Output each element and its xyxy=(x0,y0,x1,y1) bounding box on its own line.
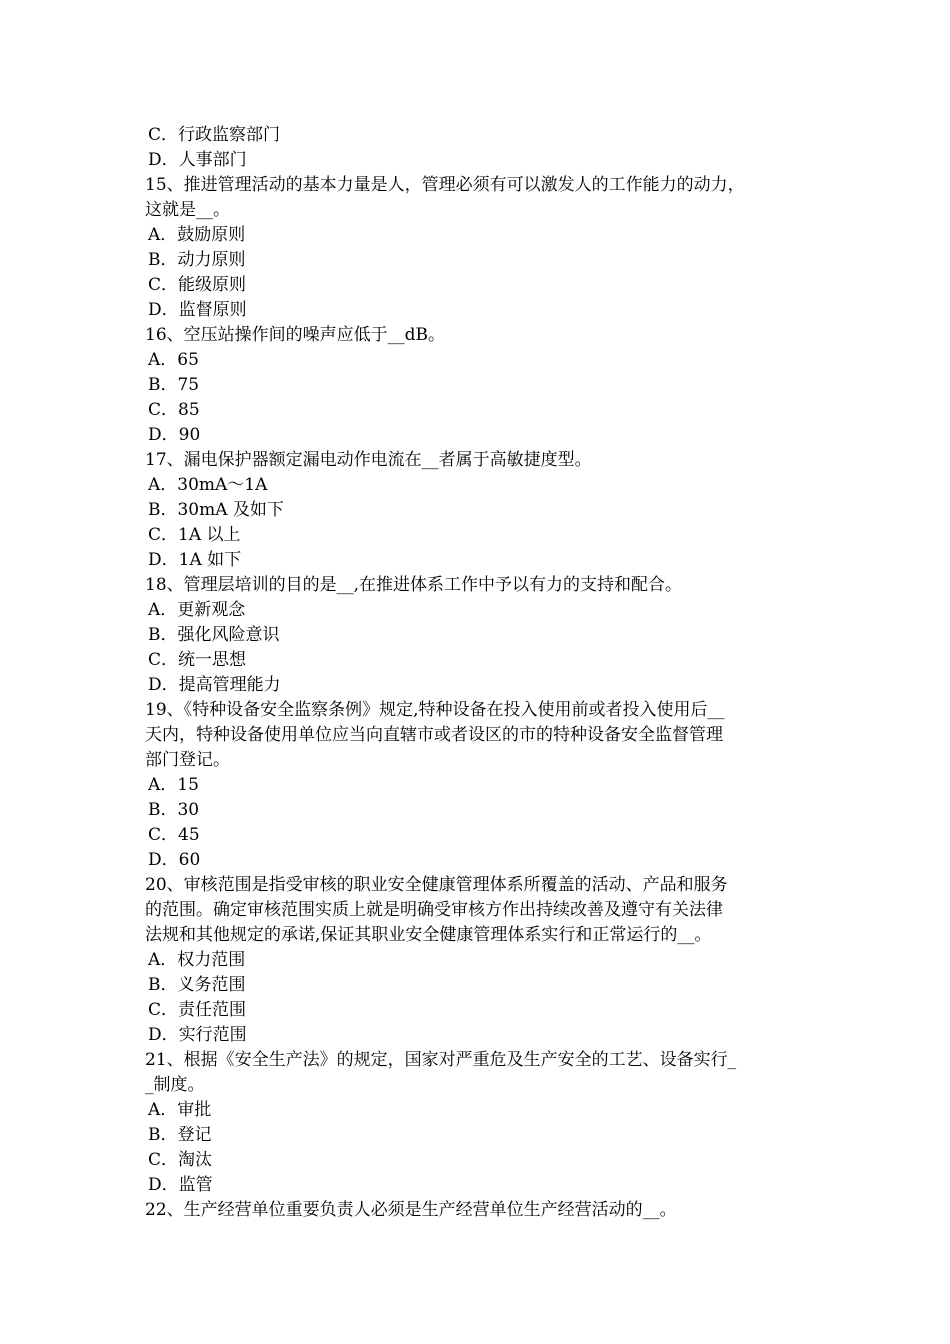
answer-option: D．人事部门 xyxy=(148,150,247,170)
question-text: 21、根据《安全生产法》的规定，国家对严重危及生产安全的工艺、设备实行_ xyxy=(145,1050,737,1070)
answer-option: B．30mA 及如下 xyxy=(148,500,284,520)
answer-option: C．85 xyxy=(148,400,200,420)
answer-option: D．90 xyxy=(148,425,201,445)
answer-option: B．75 xyxy=(148,375,200,395)
answer-option: D．60 xyxy=(148,850,201,870)
question-text: 天内，特种设备使用单位应当向直辖市或者设区的市的特种设备安全监督管理 xyxy=(145,725,723,745)
question-text: 17、漏电保护器额定漏电动作电流在__者属于高敏捷度型。 xyxy=(145,450,592,470)
question-text: 22、生产经营单位重要负责人必须是生产经营单位生产经营活动的__。 xyxy=(145,1200,677,1220)
question-text: _制度。 xyxy=(145,1075,205,1095)
answer-option: B．义务范围 xyxy=(148,975,246,995)
answer-option: C．责任范围 xyxy=(148,1000,247,1020)
answer-option: B．30 xyxy=(148,800,200,820)
answer-option: C．能级原则 xyxy=(148,275,247,295)
answer-option: C．1A 以上 xyxy=(148,525,241,545)
answer-option: D．提高管理能力 xyxy=(148,675,281,695)
question-text: 法规和其他规定的承诺,保证其职业安全健康管理体系实行和正常运行的__。 xyxy=(145,925,712,945)
answer-option: A．15 xyxy=(148,775,199,795)
question-text: 的范围。确定审核范围实质上就是明确受审核方作出持续改善及遵守有关法律 xyxy=(145,900,723,920)
answer-option: B．动力原则 xyxy=(148,250,246,270)
answer-option: A．更新观念 xyxy=(148,600,246,620)
answer-option: A．鼓励原则 xyxy=(148,225,246,245)
answer-option: A．65 xyxy=(148,350,199,370)
question-text: 18、管理层培训的目的是__,在推进体系工作中予以有力的支持和配合。 xyxy=(145,575,683,595)
answer-option: D．监管 xyxy=(148,1175,213,1195)
answer-option: D．1A 如下 xyxy=(148,550,242,570)
question-text: 20、审核范围是指受审核的职业安全健康管理体系所覆盖的活动、产品和服务 xyxy=(145,875,728,895)
answer-option: C．45 xyxy=(148,825,200,845)
answer-option: A．30mA～1A xyxy=(148,475,268,495)
answer-option: A．审批 xyxy=(148,1100,212,1120)
question-text: 16、空压站操作间的噪声应低于__dB。 xyxy=(145,325,446,345)
question-text: 15、推进管理活动的基本力量是人，管理必须有可以激发人的工作能力的动力， xyxy=(145,175,745,195)
question-text: 这就是__。 xyxy=(145,200,230,220)
answer-option: C．淘汰 xyxy=(148,1150,213,1170)
answer-option: A．权力范围 xyxy=(148,950,246,970)
question-text: 19、《特种设备安全监察条例》规定,特种设备在投入使用前或者投入使用后__ xyxy=(145,700,725,720)
question-list xyxy=(145,123,825,1223)
answer-option: D．监督原则 xyxy=(148,300,247,320)
answer-option: B．登记 xyxy=(148,1125,212,1145)
answer-option: C．行政监察部门 xyxy=(148,125,281,145)
answer-option: C．统一思想 xyxy=(148,650,247,670)
question-text: 部门登记。 xyxy=(145,750,230,770)
answer-option: D．实行范围 xyxy=(148,1025,247,1045)
answer-option: B．强化风险意识 xyxy=(148,625,280,645)
